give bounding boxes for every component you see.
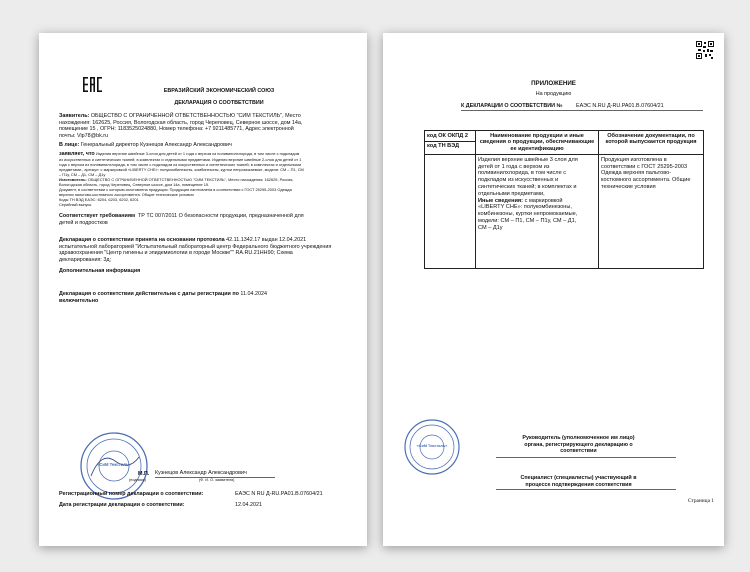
declares-line: предметами., артикул: с маркировкой «LIBERTY CHE»: полукомбинезоны, комбинезоны, куртки непромокаемые, модели: СМ – П1, СМ bbox=[59, 167, 304, 172]
product-line: Изделия верхние швейные 3 слоя для bbox=[478, 156, 578, 163]
stamp-center-text: «СиМ Текстиль» bbox=[416, 444, 448, 448]
applicant-line: ОБЩЕСТВО С ОГРАНИЧЕННОЙ ОТВЕТСТВЕННОСТЬЮ "СИМ ТЕКСТИЛЬ", Место bbox=[90, 113, 301, 119]
protocol-line: декларирования: 3д; bbox=[59, 256, 112, 263]
declares-line: Изделия верхние швейные 3-слоя для детей от 1 года с верхом из поливинилхлорида, в том числе с подкладом bbox=[95, 151, 300, 156]
reg-number-label: Регистрационный номер декларации о соответствии: bbox=[59, 491, 204, 497]
product-line: синтетических тканей; в комплектах и bbox=[478, 184, 577, 191]
validity-label: Декларация о соответствии действительна с даты регистрации по bbox=[59, 291, 239, 297]
applicant-block bbox=[59, 113, 359, 139]
specialist-signature-line bbox=[496, 489, 676, 490]
protocol-line: 42.11.1342.17 выдан 12.04.2021 bbox=[226, 237, 307, 243]
reg-number: ЕАЭС N RU Д-RU.РА01.В.07604/21 bbox=[235, 491, 323, 497]
doc-line: Продукция изготовлена в bbox=[601, 156, 667, 163]
document-title: ДЕКЛАРАЦИЯ О СООТВЕТСТВИИ bbox=[174, 100, 264, 106]
applicant-label: Заявитель: bbox=[59, 113, 90, 119]
maker-line: Вологодская область, город Череповец, Северное шоссе, дом 14а, помещение 15. bbox=[59, 182, 210, 187]
annex-ref-label: К ДЕКЛАРАЦИИ О СООТВЕТСТВИИ № bbox=[461, 103, 563, 109]
doc-line: соответствии с ГОСТ 25295-2003 bbox=[601, 163, 688, 170]
doc-line: костюмного ассортимента. Общие bbox=[601, 177, 691, 184]
maker-label: Изготовитель: bbox=[59, 177, 87, 182]
mp-mark: М.П. bbox=[138, 471, 150, 477]
annex-page bbox=[383, 33, 724, 546]
products-table bbox=[424, 130, 704, 269]
other-line: модели: СМ – П1, СМ – П1у, СМ – Д1, bbox=[478, 218, 577, 225]
name-caption: (Ф. И. О. заявителя) bbox=[199, 478, 235, 482]
validity-block bbox=[59, 291, 359, 304]
person-value: Генеральный директор Кузнецов Александр Александрович bbox=[80, 142, 232, 148]
maker-line: Документ, в соответствии с которым изготовлена продукция: Продукция изготовлена в соответствии с ГОСТ 25295-2003 Одежда bbox=[59, 187, 292, 192]
additional-info: Дополнительная информация bbox=[59, 268, 141, 274]
col2-header: Наименование продукции и иные сведения о продукции, обеспечивающие ее идентификацию bbox=[476, 131, 599, 155]
validity-suffix: включительно bbox=[59, 297, 99, 304]
col3-header: Обозначение документации, по которой выпускается продукция bbox=[599, 131, 704, 155]
maker-line: верхняя пальтово-костюмного ассортимента. Общие технические условия bbox=[59, 192, 194, 197]
doc-cell bbox=[599, 155, 704, 269]
maker-line: Серийный выпуск bbox=[59, 202, 92, 207]
maker-line: Коды ТН ВЭД ЕАЭС: 6204, 6203, 6202, 6201 bbox=[59, 197, 139, 202]
protocol-block bbox=[59, 237, 359, 263]
other-line: «LIBERTY CHE»: полукомбинезоны, bbox=[478, 204, 572, 211]
protocol-line: испытательной лабораторией "Испытательный лабораторный центр Федерального бюджетного учреждения bbox=[59, 243, 332, 250]
product-line: поливинилхлорида, в том числе с bbox=[478, 170, 567, 177]
product-line: подкладом из искусственных и bbox=[478, 177, 559, 184]
product-line: детей от 1 года с верхом из bbox=[478, 163, 550, 170]
signature-caption: (подпись) bbox=[129, 478, 146, 482]
product-line: отдельными предметами, bbox=[478, 190, 545, 197]
requirements-line: детей и подростков bbox=[59, 219, 108, 226]
declares-label: заявляет, что bbox=[59, 151, 95, 157]
maker-line: ОБЩЕСТВО С ОГРАНИЧЕННОЙ ОТВЕТСТВЕННОСТЬЮ "СИМ ТЕКСТИЛЬ", Место нахождения: 162625, Россия, bbox=[87, 177, 294, 182]
other-line: с маркировкой bbox=[524, 197, 563, 204]
specialist-line: процессе подтверждения соответствия bbox=[525, 481, 632, 488]
annex-ref-value: ЕАЭС N.RU Д-RU.PA01.B.07604/21 bbox=[576, 103, 664, 109]
head-signature-line bbox=[496, 457, 676, 458]
col1-header-bottom: код ТН ВЭД bbox=[427, 143, 460, 150]
person-row bbox=[59, 142, 359, 149]
annex-ref bbox=[461, 103, 703, 111]
annex-subtitle: На продукцию bbox=[535, 91, 572, 97]
doc-line: технические условия bbox=[601, 184, 656, 191]
applicant-line: помещение 15 , ОГРН: 1183525024880, Номер телефона: +7 9211485771, Адрес электронной bbox=[59, 126, 294, 133]
person-label: В лице: bbox=[59, 142, 80, 148]
declaration-page bbox=[39, 33, 367, 546]
requirements-block bbox=[59, 213, 359, 226]
declares-line: года с верхом из поливинилхлорида, в том числе с подкладом из искусственных и синтетических тканей; в комплектах и отдельными bbox=[59, 162, 302, 167]
union-name: ЕВРАЗИЙСКИЙ ЭКОНОМИЧЕСКИЙ СОЮЗ bbox=[163, 88, 275, 94]
declares-block bbox=[59, 151, 359, 207]
reg-date-label: Дата регистрации декларации о соответствии: bbox=[59, 502, 185, 508]
requirements-label: Соответствует требованиям bbox=[59, 213, 135, 219]
other-label: Иные сведения: bbox=[478, 197, 524, 204]
declares-line: – П1у, СМ – Д1, СМ – Д1у bbox=[59, 172, 106, 177]
qr-code-icon bbox=[696, 41, 714, 59]
reg-date: 12.04.2021 bbox=[235, 502, 262, 508]
code-cell bbox=[425, 155, 476, 269]
requirements-line: ТР ТС 007/2011 О безопасности продукции, предназначенной для bbox=[137, 213, 304, 219]
doc-line: Одежда верхняя пальтово- bbox=[601, 170, 672, 177]
validity-date: 11.04.2024 bbox=[240, 291, 267, 297]
col1-header bbox=[425, 131, 476, 155]
protocol-label: Декларация о соответствии принята на основании протокола bbox=[59, 237, 225, 243]
stamp-center-text: «СиМ Текстиль» bbox=[97, 462, 131, 467]
head-line: соответствии bbox=[560, 448, 597, 455]
other-line: СМ – Д1у bbox=[478, 224, 503, 231]
specialist-block bbox=[461, 475, 696, 488]
applicant-line: почты: Vip78@bk.ru bbox=[59, 132, 109, 139]
specialist-line: Специалист (специалисты) участвующий в bbox=[520, 475, 637, 481]
signer-name: Кузнецов Александр Александрович bbox=[155, 470, 275, 478]
protocol-line: здравоохранения "Центр гигиены и эпидемиологии в городе Москве"" RA.RU.21НН90; Схема bbox=[59, 250, 293, 257]
head-signature-block bbox=[461, 435, 696, 455]
applicant-line: нахождения: 162625, Россия, Вологодская область, город Череповец, Северное шоссе, дом 14а, bbox=[59, 119, 303, 126]
table-header-row bbox=[425, 131, 704, 155]
declares-line: из искусственных и синтетических тканей; в комплектах и отдельными предметами. Изделия верхние швейные 2-слоя для детей от 1 bbox=[59, 157, 302, 162]
col1-header-top: код ОК ОКПД 2 bbox=[425, 131, 475, 142]
head-line: Руководитель (уполномоченное им лицо) bbox=[522, 435, 635, 441]
other-line: комбинезоны, куртки непромокаемые, bbox=[478, 211, 578, 218]
product-cell bbox=[476, 155, 599, 269]
annex-title: ПРИЛОЖЕНИЕ bbox=[531, 80, 576, 87]
table-row bbox=[425, 155, 704, 269]
head-line: органа, регистрирующего декларацию о bbox=[524, 441, 633, 448]
page-number: Страница 1 bbox=[687, 498, 714, 504]
